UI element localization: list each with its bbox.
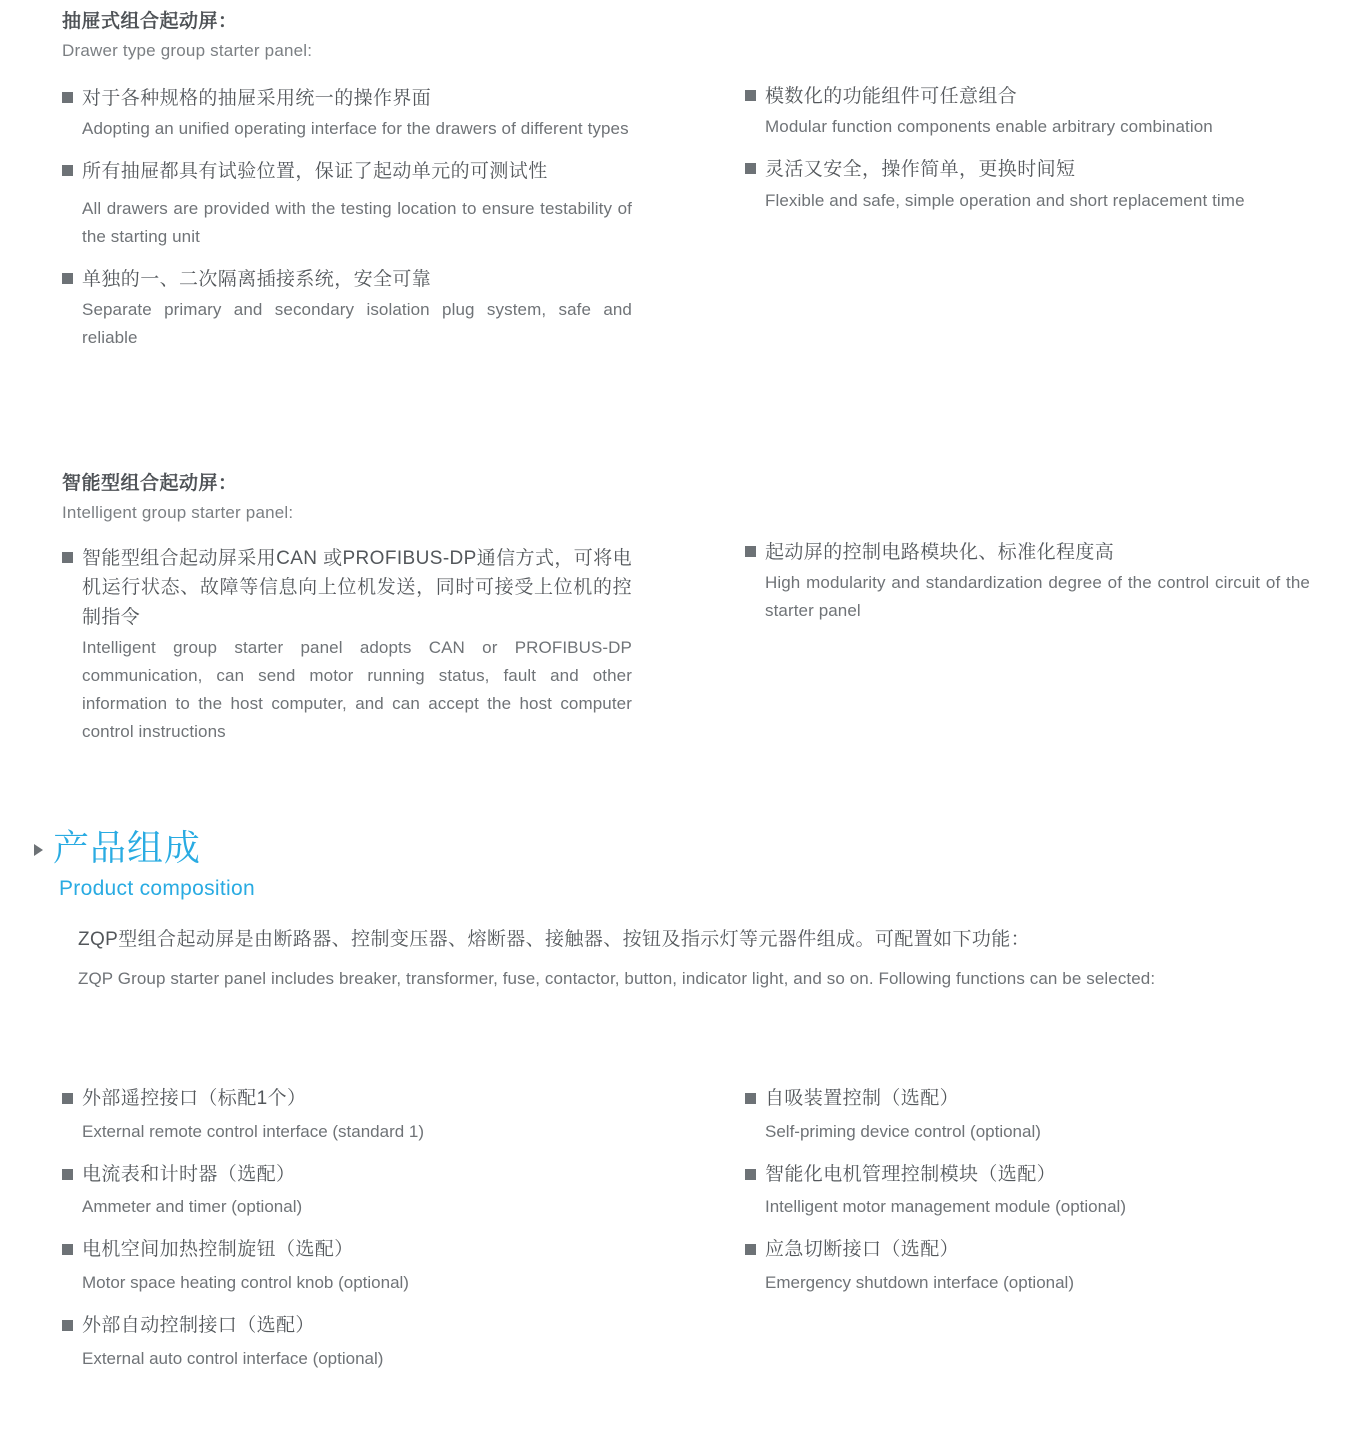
list-item-cn: 灵活又安全，操作简单，更换时间短 bbox=[765, 159, 1076, 181]
square-bullet-icon bbox=[62, 1093, 73, 1104]
feature-en: Motor space heating control knob (optional) bbox=[82, 1272, 409, 1292]
list-item bbox=[62, 265, 632, 294]
list-item-en: Intelligent group starter panel adopts CAN or PROFIBUS-DP communication, can send motor running status, fault and other information to the host computer, and can accept the host computer control instructions bbox=[82, 638, 632, 742]
feature-en: External remote control interface (standard 1) bbox=[82, 1121, 425, 1141]
list-item-en: Modular function components enable arbitrary combination bbox=[765, 117, 1213, 137]
list-item-en: Separate primary and secondary isolation plug system, safe and reliable bbox=[82, 300, 632, 348]
list-item bbox=[745, 538, 1310, 567]
square-bullet-icon bbox=[745, 1244, 756, 1255]
page-subtitle: Product composition bbox=[59, 877, 255, 901]
drawer-section-left-column bbox=[62, 8, 632, 352]
intelligent-section-left-column bbox=[62, 470, 632, 746]
product-composition-intro bbox=[34, 922, 1304, 995]
list-item bbox=[62, 1312, 632, 1372]
drawer-section-cn-title: 抽屉式组合起动屏： bbox=[62, 11, 238, 32]
page-title: 产品组成 bbox=[53, 827, 202, 868]
product-composition-heading bbox=[34, 826, 734, 901]
feature-cn: 自吸装置控制（选配） bbox=[765, 1088, 960, 1109]
triangle-bullet-icon bbox=[34, 844, 43, 856]
square-bullet-icon bbox=[62, 273, 73, 284]
intro-en-paragraph: ZQP Group starter panel includes breaker, transformer, fuse, contactor, button, indicator light, and so on. Following functions can be selected: bbox=[78, 969, 1156, 989]
list-item bbox=[745, 155, 1310, 184]
feature-cn: 应急切断接口（选配） bbox=[765, 1239, 960, 1261]
feature-cn: 外部自动控制接口（选配） bbox=[82, 1315, 315, 1337]
list-item bbox=[62, 1085, 632, 1145]
list-item bbox=[62, 1236, 632, 1296]
square-bullet-icon bbox=[745, 163, 756, 174]
square-bullet-icon bbox=[62, 552, 73, 563]
list-item-cn: 智能型组合起动屏采用CAN 或PROFIBUS-DP通信方式，可将电机运行状态、故障等信息向上位机发送，同时可接受上位机的控制指令 bbox=[82, 547, 632, 628]
feature-cn: 智能化电机管理控制模块（选配） bbox=[765, 1163, 1057, 1185]
feature-en: External auto control interface (optional) bbox=[82, 1348, 384, 1368]
list-item bbox=[62, 544, 632, 632]
feature-en: Intelligent motor management module (optional) bbox=[765, 1197, 1126, 1217]
intelligent-section-en-title: Intelligent group starter panel: bbox=[62, 502, 294, 522]
square-bullet-icon bbox=[62, 1320, 73, 1331]
feature-en: Emergency shutdown interface (optional) bbox=[765, 1272, 1074, 1292]
list-item-en: All drawers are provided with the testing location to ensure testability of the starting unit bbox=[82, 198, 632, 246]
feature-list-left bbox=[62, 1085, 632, 1372]
heading-row bbox=[34, 826, 734, 869]
list-item bbox=[62, 157, 632, 186]
list-item-cn: 起动屏的控制电路模块化、标准化程度高 bbox=[765, 542, 1115, 563]
square-bullet-icon bbox=[745, 1169, 756, 1180]
list-item-en: Flexible and safe, simple operation and short replacement time bbox=[765, 190, 1245, 210]
list-item bbox=[745, 1085, 1310, 1145]
list-item-en: Adopting an unified operating interface for the drawers of different types bbox=[82, 119, 629, 139]
feature-cn: 电流表和计时器（选配） bbox=[82, 1163, 296, 1185]
square-bullet-icon bbox=[62, 92, 73, 103]
list-item bbox=[62, 84, 632, 113]
square-bullet-icon bbox=[745, 546, 756, 557]
square-bullet-icon bbox=[62, 1169, 73, 1180]
feature-en: Ammeter and timer (optional) bbox=[82, 1197, 303, 1217]
square-bullet-icon bbox=[62, 1244, 73, 1255]
intelligent-section-right-column bbox=[745, 538, 1310, 626]
square-bullet-icon bbox=[745, 90, 756, 101]
list-item-cn: 对于各种规格的抽屉采用统一的操作界面 bbox=[82, 87, 432, 109]
intro-cn-paragraph: ZQP型组合起动屏是由断路器、控制变压器、熔断器、接触器、按钮及指示灯等元器件组成。可配置如下功能： bbox=[78, 929, 1031, 950]
list-item-cn: 单独的一、二次隔离插接系统，安全可靠 bbox=[82, 268, 432, 290]
intelligent-section-cn-title: 智能型组合起动屏： bbox=[62, 473, 238, 494]
square-bullet-icon bbox=[745, 1093, 756, 1104]
list-item-cn: 所有抽屉都具有试验位置，保证了起动单元的可测试性 bbox=[82, 161, 548, 183]
drawer-section-en-title: Drawer type group starter panel: bbox=[62, 40, 313, 60]
list-item bbox=[745, 82, 1310, 111]
drawer-section-right-column bbox=[745, 82, 1310, 215]
feature-en: Self-priming device control (optional) bbox=[765, 1121, 1041, 1141]
feature-cn: 电机空间加热控制旋钮（选配） bbox=[82, 1239, 354, 1261]
feature-cn: 外部遥控接口（标配1个） bbox=[82, 1088, 307, 1109]
list-item bbox=[745, 1236, 1310, 1296]
list-item bbox=[745, 1161, 1310, 1221]
list-item-en: High modularity and standardization degree of the control circuit of the starter panel bbox=[765, 573, 1310, 621]
list-item-cn: 模数化的功能组件可任意组合 bbox=[765, 86, 1018, 107]
feature-list-right bbox=[745, 1085, 1310, 1296]
list-item bbox=[62, 1161, 632, 1221]
